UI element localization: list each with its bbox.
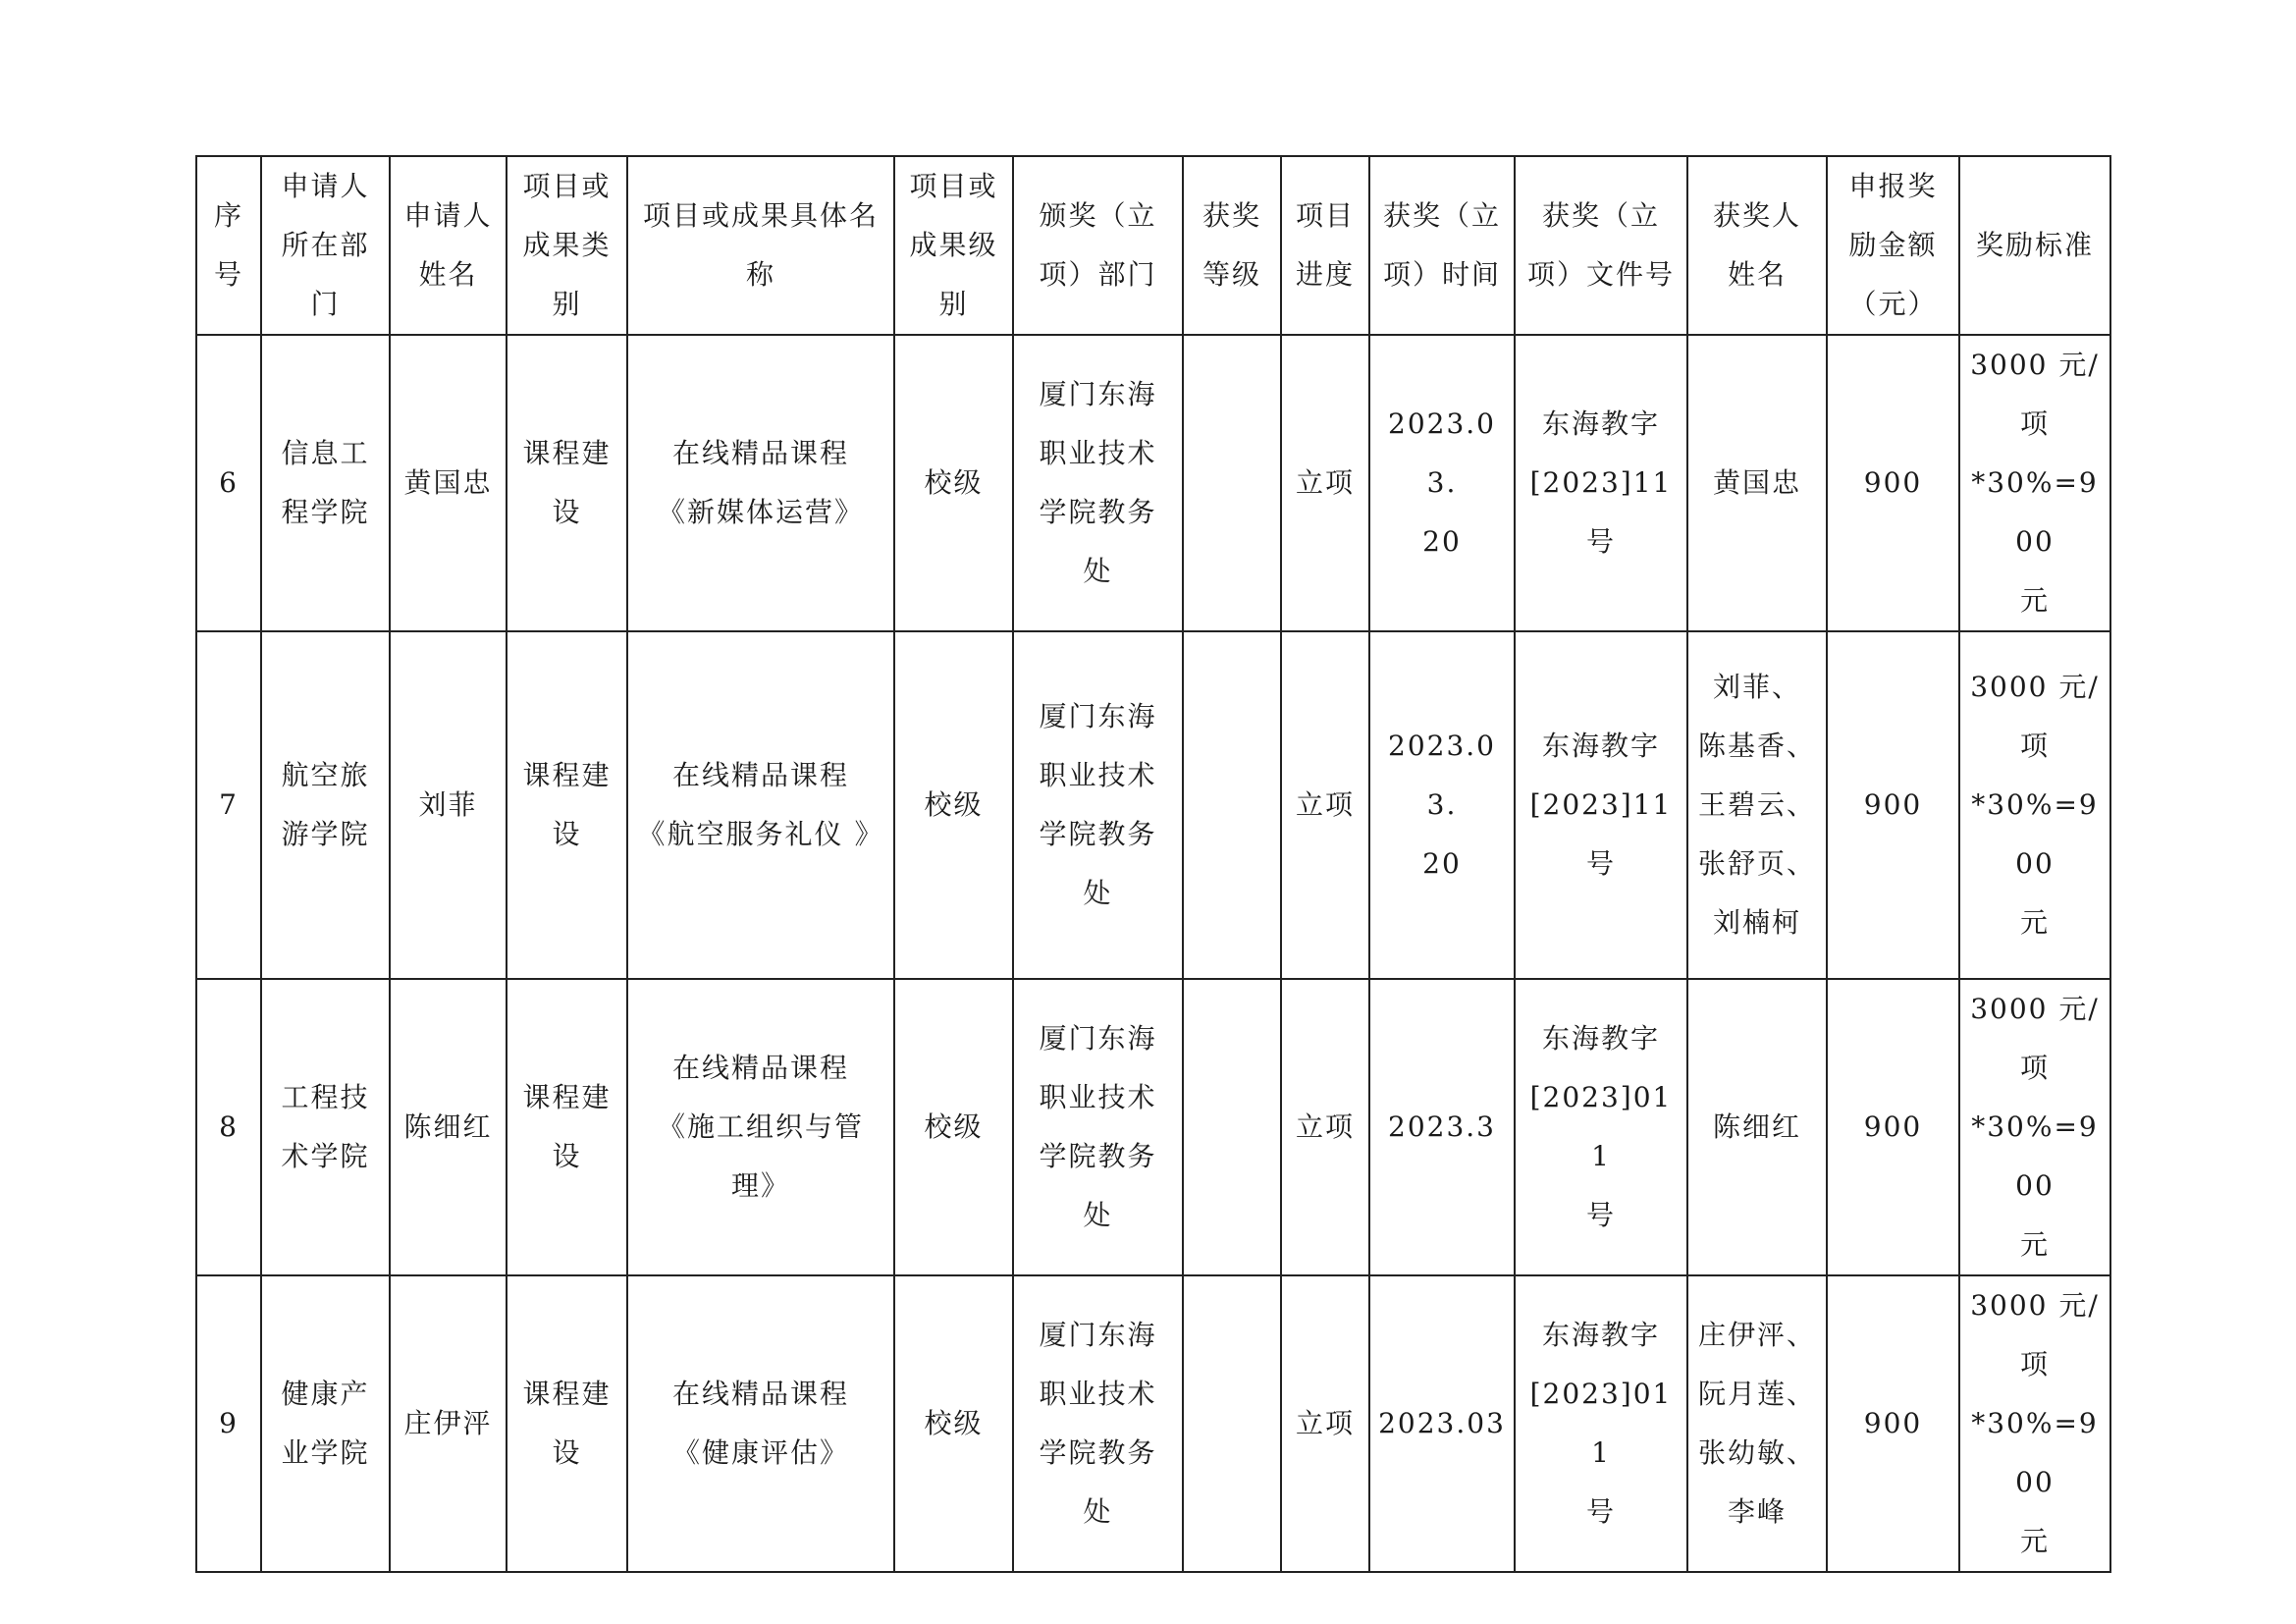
cell-category: 课程建 设 xyxy=(507,1275,627,1572)
cell-category: 课程建 设 xyxy=(507,979,627,1275)
cell-winners: 陈细红 xyxy=(1687,979,1827,1275)
table-row xyxy=(196,1275,2110,1572)
cell-winners: 刘菲、 陈基香、 王碧云、 张舒页、 刘楠柯 xyxy=(1687,631,1827,979)
cell-no: 7 xyxy=(196,631,261,979)
cell-amount: 900 xyxy=(1827,1275,1959,1572)
cell-project-name: 在线精品课程 《健康评估》 xyxy=(627,1275,894,1572)
header-issuer: 颁奖（立 项）部门 xyxy=(1013,156,1183,335)
table-row xyxy=(196,979,2110,1275)
cell-standard: 3000 元/ 项 *30%=900 元 xyxy=(1959,1275,2110,1572)
header-document-no: 获奖（立 项）文件号 xyxy=(1515,156,1687,335)
cell-award-grade xyxy=(1183,335,1281,631)
cell-applicant: 庄伊泙 xyxy=(390,1275,507,1572)
cell-applicant: 刘菲 xyxy=(390,631,507,979)
cell-no: 8 xyxy=(196,979,261,1275)
cell-category: 课程建 设 xyxy=(507,631,627,979)
cell-level: 校级 xyxy=(894,335,1013,631)
header-department: 申请人 所在部 门 xyxy=(261,156,390,335)
table-row xyxy=(196,335,2110,631)
cell-department: 工程技 术学院 xyxy=(261,979,390,1275)
cell-award-grade xyxy=(1183,631,1281,979)
cell-no: 6 xyxy=(196,335,261,631)
cell-category: 课程建 设 xyxy=(507,335,627,631)
table-row xyxy=(196,631,2110,979)
header-level: 项目或 成果级 别 xyxy=(894,156,1013,335)
cell-amount: 900 xyxy=(1827,335,1959,631)
table-header-row xyxy=(196,156,2110,335)
cell-winners: 庄伊泙、 阮月莲、 张幼敏、 李峰 xyxy=(1687,1275,1827,1572)
cell-project-name: 在线精品课程 《航空服务礼仪 》 xyxy=(627,631,894,979)
cell-document-no: 东海教字 [2023]011 号 xyxy=(1515,1275,1687,1572)
cell-department: 健康产 业学院 xyxy=(261,1275,390,1572)
cell-level: 校级 xyxy=(894,979,1013,1275)
cell-progress: 立项 xyxy=(1281,335,1369,631)
header-category: 项目或 成果类 别 xyxy=(507,156,627,335)
header-progress: 项目 进度 xyxy=(1281,156,1369,335)
cell-level: 校级 xyxy=(894,1275,1013,1572)
cell-project-name: 在线精品课程 《新媒体运营》 xyxy=(627,335,894,631)
header-amount: 申报奖 励金额 （元） xyxy=(1827,156,1959,335)
cell-amount: 900 xyxy=(1827,979,1959,1275)
cell-standard: 3000 元/ 项 *30%=900 元 xyxy=(1959,631,2110,979)
header-standard: 奖励标准 xyxy=(1959,156,2110,335)
header-date: 获奖（立 项）时间 xyxy=(1369,156,1515,335)
cell-award-grade xyxy=(1183,1275,1281,1572)
cell-no: 9 xyxy=(196,1275,261,1572)
award-table xyxy=(195,155,2111,1573)
cell-issuer: 厦门东海 职业技术 学院教务 处 xyxy=(1013,979,1183,1275)
cell-progress: 立项 xyxy=(1281,1275,1369,1572)
cell-department: 航空旅 游学院 xyxy=(261,631,390,979)
cell-date: 2023.03 xyxy=(1369,1275,1515,1572)
header-winners: 获奖人 姓名 xyxy=(1687,156,1827,335)
cell-issuer: 厦门东海 职业技术 学院教务 处 xyxy=(1013,1275,1183,1572)
cell-level: 校级 xyxy=(894,631,1013,979)
cell-document-no: 东海教字 [2023]11 号 xyxy=(1515,631,1687,979)
header-project-name: 项目或成果具体名 称 xyxy=(627,156,894,335)
cell-applicant: 陈细红 xyxy=(390,979,507,1275)
header-award-grade: 获奖 等级 xyxy=(1183,156,1281,335)
cell-date: 2023.3 xyxy=(1369,979,1515,1275)
cell-document-no: 东海教字 [2023]011 号 xyxy=(1515,979,1687,1275)
cell-standard: 3000 元/ 项 *30%=900 元 xyxy=(1959,335,2110,631)
header-applicant: 申请人 姓名 xyxy=(390,156,507,335)
cell-issuer: 厦门东海 职业技术 学院教务 处 xyxy=(1013,631,1183,979)
cell-issuer: 厦门东海 职业技术 学院教务 处 xyxy=(1013,335,1183,631)
cell-progress: 立项 xyxy=(1281,979,1369,1275)
document-page xyxy=(195,155,2109,1573)
cell-date: 2023.03. 20 xyxy=(1369,335,1515,631)
cell-document-no: 东海教字 [2023]11 号 xyxy=(1515,335,1687,631)
cell-amount: 900 xyxy=(1827,631,1959,979)
cell-award-grade xyxy=(1183,979,1281,1275)
cell-department: 信息工 程学院 xyxy=(261,335,390,631)
cell-applicant: 黄国忠 xyxy=(390,335,507,631)
cell-project-name: 在线精品课程 《施工组织与管 理》 xyxy=(627,979,894,1275)
cell-progress: 立项 xyxy=(1281,631,1369,979)
cell-date: 2023.03. 20 xyxy=(1369,631,1515,979)
cell-standard: 3000 元/ 项 *30%=900 元 xyxy=(1959,979,2110,1275)
cell-winners: 黄国忠 xyxy=(1687,335,1827,631)
header-no: 序 号 xyxy=(196,156,261,335)
